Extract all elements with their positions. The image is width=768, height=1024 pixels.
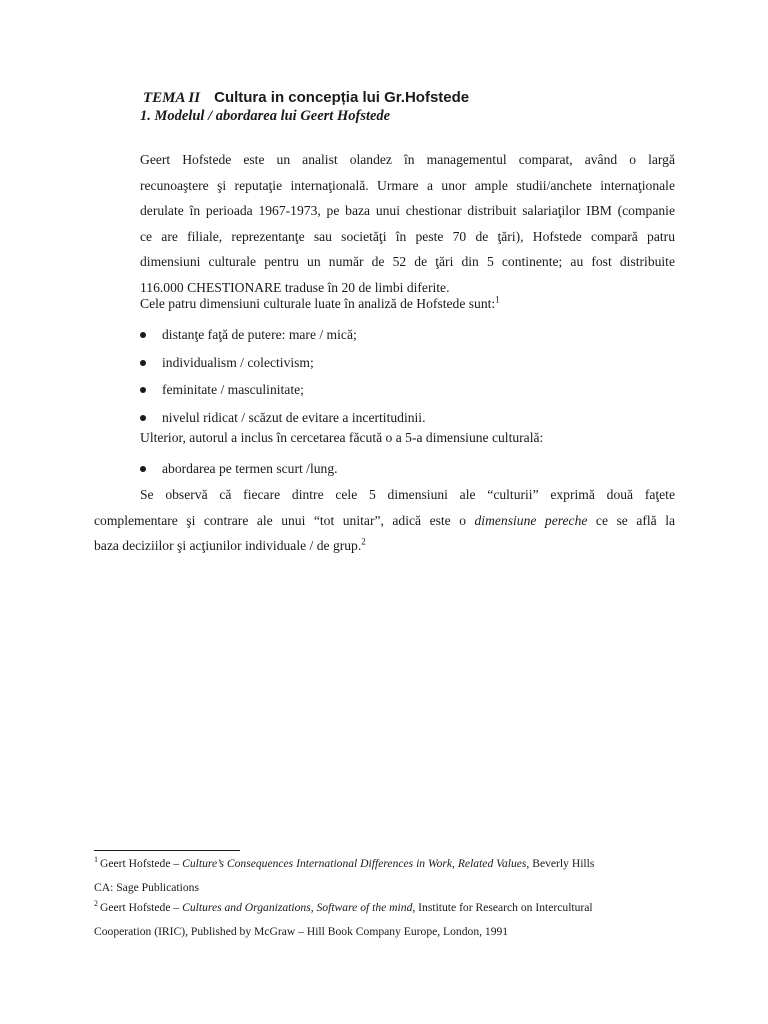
footnote-text: CA: Sage Publications (94, 881, 199, 894)
paragraph-line: Geert Hofstede este un analist olandez în managementul comparat, având o largă (140, 152, 675, 167)
footnote-author: Geert Hofstede – (100, 857, 183, 870)
paragraph-line: recunoaştere şi reputaţie internaţională. Urmare a unor ample studii/anchete internaţionale (140, 177, 675, 193)
text-run: ce se află la (587, 512, 675, 528)
tema-title: Cultura in concepția lui Gr.Hofstede (214, 89, 470, 106)
dimensions-intro-text: Cele patru dimensiuni culturale luate în analiză de Hofstede sunt: (140, 296, 496, 311)
footnote-ref-2[interactable]: 2 (361, 536, 366, 547)
paragraph-line: Se observă că fiecare dintre cele 5 dimensiuni ale “culturii” exprimă două faţete (140, 487, 675, 502)
page-title (143, 89, 469, 107)
list-item (140, 456, 338, 484)
paragraph-line: ce are filiale, reprezentanţe sau societăţi în peste 70 de ţări), Hofstede compară patru (140, 228, 675, 244)
list-item (140, 377, 425, 405)
list-item (140, 405, 425, 433)
paragraph-line (94, 508, 675, 534)
bullet-icon (140, 415, 146, 421)
list-item-text: nivelul ridicat / scăzut de evitare a incertitudinii. (162, 409, 426, 425)
emphasis-text: dimensiune pereche (474, 512, 588, 528)
paragraph-line: derulate în perioada 1967-1973, pe baza unui chestionar distribuit salariaţilor IBM (companie (140, 203, 675, 218)
text-run: complementare şi contrare ale unui “tot unitar”, adică este o (94, 512, 475, 528)
list-item (140, 350, 425, 378)
footnote-number: 2 (94, 899, 98, 909)
footnote-text: , Beverly Hills (526, 857, 595, 870)
footnote-2 (94, 896, 675, 944)
paragraph-line: 116.000 CHESTIONARE traduse în 20 de limbi diferite. (140, 279, 450, 295)
intro-paragraph (94, 147, 675, 300)
tema-label: TEMA II (143, 90, 201, 106)
dimensions-list (140, 322, 425, 432)
footnote-ref-1[interactable]: 1 (495, 294, 500, 305)
list-item-text: distanţe faţă de putere: mare / mică; (162, 327, 357, 342)
bullet-icon (140, 360, 146, 366)
paragraph-line: dimensiuni culturale pentru un număr de 52 de ţări din 5 continente; au fost distribuite (140, 254, 675, 269)
text-run: baza deciziilor şi acţiunilor individuale / de grup. (94, 538, 362, 553)
later-dimensions-list (140, 456, 338, 484)
footnote-text: , Institute for Research on Intercultural (412, 901, 593, 914)
later-intro: Ulterior, autorul a inclus în cercetarea făcută o a 5-a dimensiune culturală: (140, 430, 544, 445)
footnote-text: Cooperation (IRIC), Published by McGraw – Hill Book Company Europe, London, 1991 (94, 925, 509, 938)
section-title: 1. Modelul / abordarea lui Geert Hofstede (140, 108, 391, 124)
bullet-icon (140, 387, 146, 393)
closing-paragraph (94, 482, 675, 559)
paragraph-line (94, 533, 675, 559)
bullet-icon (140, 332, 146, 338)
footnote-title: Culture’s Consequences International Differences in Work, Related Values (182, 857, 527, 870)
bullet-icon (140, 466, 146, 472)
footnote-title: Cultures and Organizations, Software of the mind (182, 901, 413, 914)
footnote-author: Geert Hofstede – (100, 901, 183, 914)
dimensions-intro (140, 296, 500, 312)
list-item-text: individualism / colectivism; (162, 354, 314, 370)
footnote-number: 1 (94, 855, 98, 865)
footnote-separator (94, 850, 240, 851)
list-item (140, 322, 425, 350)
list-item-text: feminitate / masculinitate; (162, 382, 304, 397)
footnote-1 (94, 852, 675, 900)
list-item-text: abordarea pe termen scurt /lung. (162, 461, 338, 476)
